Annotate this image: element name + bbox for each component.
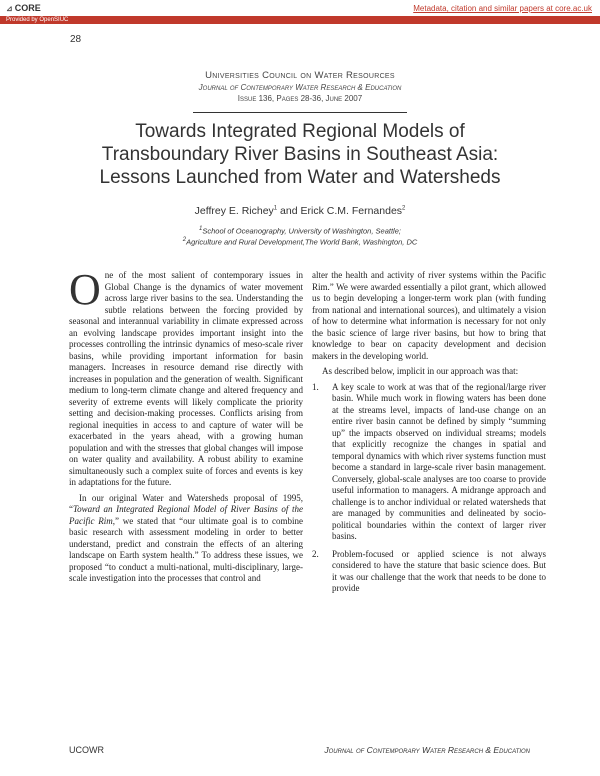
page-number: 28: [70, 34, 82, 45]
core-metadata-link[interactable]: Metadata, citation and similar papers at core.ac.uk: [413, 4, 592, 13]
intro-paragraph: [69, 265, 303, 489]
article-title: [40, 120, 560, 189]
author-1: Jeffrey E. Richey: [194, 205, 274, 217]
affiliation-2: [0, 237, 600, 247]
author-line: [0, 205, 600, 217]
affiliation-2-text: Agriculture and Rural Development,The World Bank, Washington, DC: [186, 237, 418, 247]
masthead-organization: Universities Council on Water Resources: [205, 70, 395, 81]
title-line-2: Transboundary River Basins in Southeast Asia:: [101, 144, 499, 165]
title-divider: [193, 112, 407, 113]
continuation-paragraph: alter the health and activity of river systems within the Pacific Rim.” We were awarded essentially a pilot grant, which allowed us to begin developing a longer-term work plan (with funding from national and international sources), and ultimately a vision of how to determine what information is necessary for not only the basic science of large river basins, but how to bring that knowledge to bear on capacity development and decision makers in the developing world.: [312, 270, 546, 361]
title-line-3: Lessons Launched from Water and Watersheds: [99, 167, 501, 188]
drop-cap: O: [69, 265, 101, 314]
list-item: [312, 382, 546, 543]
core-logo-icon: ⊿: [6, 3, 13, 13]
right-column: [312, 270, 546, 601]
affiliation-1-mark: 1: [199, 226, 203, 232]
proposal-text-a: In our original Water and Watersheds proposal of 1995, “: [69, 492, 303, 514]
provider-strip: [0, 16, 600, 24]
proposal-text-b: ,” we stated that “our ultimate goal is to combine basic research with assessment modeling in order to better understand, predict and constrain the effects of an altering landscape on Earth system health.” To address these issues, we proposed “to conduct a multi-national, multi-disciplinary, large-scale investigation into the processes that control and: [69, 515, 303, 583]
footer-journal: Journal of Contemporary Water Research & Education: [324, 745, 530, 755]
list-item-number: 2.: [312, 548, 319, 559]
approach-list: [312, 382, 546, 595]
provided-by-text: Provided by OpenSIUC: [6, 17, 69, 23]
masthead-journal: Journal of Contemporary Water Research & Education: [198, 83, 402, 92]
list-item-text: Problem-focused or applied science is not always considered to have the stature that basic science does. But it was our challenge that the work that needs to be done to provide: [332, 548, 546, 593]
author-2: Erick C.M. Fernandes: [300, 205, 403, 217]
left-column: [69, 265, 303, 589]
affiliation-1: [0, 226, 600, 236]
proposal-title: Toward an Integrated Regional Model of River Basins of the Pacific Rim: [69, 504, 303, 526]
proposal-paragraph: [69, 493, 303, 585]
affiliation-2-mark: 2: [182, 237, 187, 243]
footer-org: UCOWR: [69, 745, 104, 755]
core-banner: [0, 0, 600, 24]
author-1-affiliation-mark: 1: [273, 205, 278, 212]
list-item: [312, 549, 546, 595]
author-2-affiliation-mark: 2: [402, 205, 406, 212]
title-line-1: Towards Integrated Regional Models of: [135, 121, 465, 142]
masthead-issue: Issue 136, Pages 28-36, June 2007: [237, 94, 363, 103]
core-logo-text: CORE: [14, 3, 41, 13]
affiliation-1-text: School of Oceanography, University of Washington, Seattle;: [202, 226, 401, 236]
list-item-number: 1.: [312, 381, 319, 392]
core-logo[interactable]: [6, 3, 41, 13]
list-item-text: A key scale to work at was that of the regional/large river basin. While much work in flowing waters has been done at the streams level, impacts of land-use change on an entire river basin cannot be defined by simply “summing up” the impacts observed on individual streams; models that explicitly recognize the changes in spatial and temporal dynamics with which river systems function must become a standard in large-scale river basin management. Conversely, global-scale analyses are too coarse to provide useful information to managers. A midrange approach and challenge is to anchor individual or related watersheds that are managed by communities and delineated by socio-political boundaries within the context of larger river basins.: [332, 381, 546, 541]
intro-text: ne of the most salient of contemporary issues in Global Change is the dynamics of water movement across large river basins to the sea. Understanding the subtle relations between the forcing provided by seasonal and interannual variability in climate expressed across an evolving landscape provides important insight into the processes controlling the intrinsic dynamics of meso-scale river basins, while providing important information for basin managers. Increases in resource demand rise directly with increases in population and the generation of wealth. Significant medium to long-term climate change and altered frequency and severity of extreme events will likely complicate the priority setting and decision-making processes. Conflicts arising from regional inequities in access to and capture of water will be exacerbated in the years ahead, with a growing human population and with the stresses that global changes will impose on water quality and availability. A robust ability to examine simultaneously such a complex suite of forces and events is key in adaptations for the future.: [69, 270, 303, 487]
approach-paragraph: As described below, implicit in our approach was that:: [322, 366, 519, 376]
author-connector: and: [277, 205, 301, 217]
